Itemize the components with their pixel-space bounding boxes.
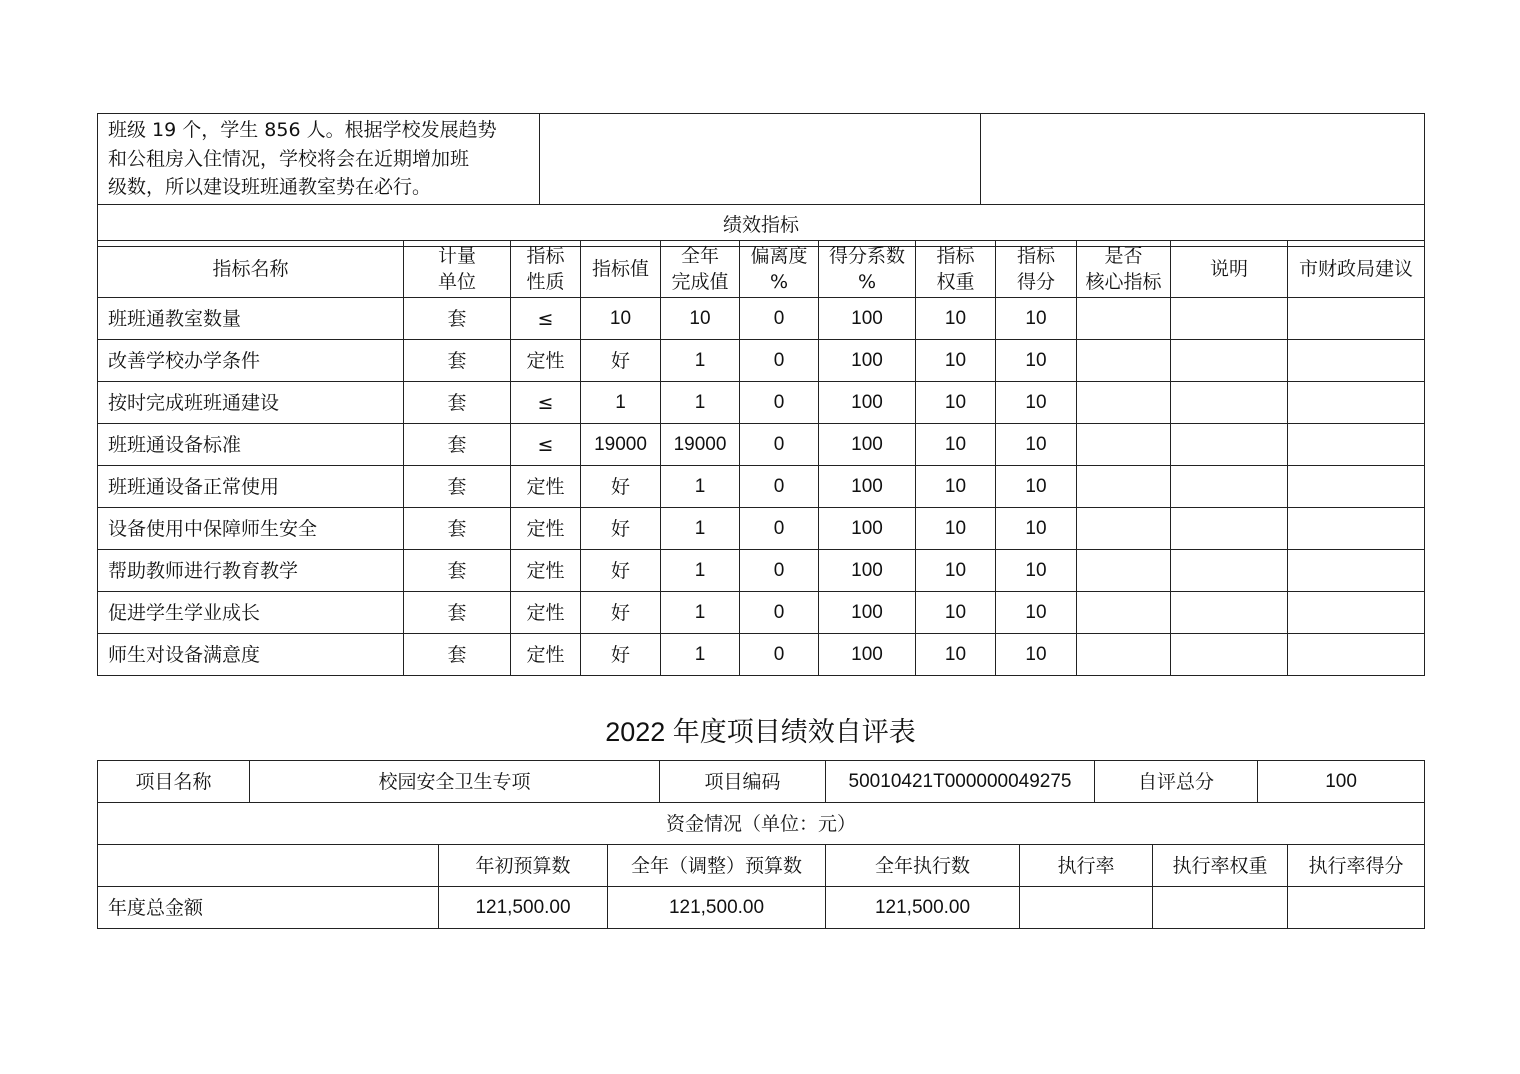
indicator-finance-advice xyxy=(1288,424,1425,466)
indicator-target: 好 xyxy=(581,340,661,382)
header-line-1: 是否 xyxy=(1104,245,1143,267)
indicator-coef: 100 xyxy=(819,466,916,508)
indicator-is-core xyxy=(1077,424,1171,466)
indicator-deviation: 0 xyxy=(740,592,819,634)
indicator-target: 10 xyxy=(581,298,661,340)
indicator-is-core xyxy=(1077,508,1171,550)
intro-line-1: 班级 19 个，学生 856 人。根据学校发展趋势 xyxy=(108,119,497,141)
evaluation-title: 2022 年度项目绩效自评表 xyxy=(605,717,916,747)
total-score-value: 100 xyxy=(1258,761,1425,803)
performance-header-cell xyxy=(819,241,916,298)
funds-adjusted-budget: 121,500.00 xyxy=(608,887,826,929)
header-line-1: 偏离度 xyxy=(750,245,808,267)
table-row xyxy=(98,298,1425,340)
funds-executed: 121,500.00 xyxy=(826,887,1020,929)
header-line-1: 全年 xyxy=(680,245,719,267)
indicator-target: 好 xyxy=(581,508,661,550)
indicator-nature: 定性 xyxy=(511,508,581,550)
performance-header-row xyxy=(98,241,1425,298)
funds-rate-score xyxy=(1288,887,1425,929)
intro-text-cell xyxy=(98,114,540,205)
indicator-is-core xyxy=(1077,634,1171,676)
header-line-2: 得分 xyxy=(1016,271,1055,293)
header-line-2: 性质 xyxy=(526,271,565,293)
indicator-score: 10 xyxy=(996,634,1077,676)
indicator-nature: 定性 xyxy=(511,466,581,508)
intro-empty-cell xyxy=(981,114,1425,205)
indicator-is-core xyxy=(1077,340,1171,382)
indicator-finance-advice xyxy=(1288,466,1425,508)
indicator-nature: 定性 xyxy=(511,340,581,382)
performance-header-cell xyxy=(1077,241,1171,298)
indicator-unit: 套 xyxy=(404,382,511,424)
indicator-coef: 100 xyxy=(819,592,916,634)
header-line-1: 得分系数 xyxy=(828,245,905,267)
indicator-nature: 定性 xyxy=(511,550,581,592)
funds-rate-weight xyxy=(1153,887,1288,929)
indicator-coef: 100 xyxy=(819,508,916,550)
indicator-finance-advice xyxy=(1288,508,1425,550)
funds-header-adjusted-budget: 全年（调整）预算数 xyxy=(608,845,826,887)
indicator-nature: ≤ xyxy=(511,424,581,466)
header-line-1: 市财政局建议 xyxy=(1298,258,1413,280)
indicator-nature: 定性 xyxy=(511,634,581,676)
indicator-deviation: 0 xyxy=(740,550,819,592)
indicator-actual: 1 xyxy=(661,508,740,550)
funds-header-blank xyxy=(98,845,439,887)
performance-table xyxy=(97,240,1425,676)
indicator-is-core xyxy=(1077,382,1171,424)
header-line-2: % xyxy=(857,271,877,293)
indicator-deviation: 0 xyxy=(740,424,819,466)
funds-header-executed: 全年执行数 xyxy=(826,845,1020,887)
indicator-unit: 套 xyxy=(404,466,511,508)
project-name-value: 校园安全卫生专项 xyxy=(250,761,660,803)
indicator-deviation: 0 xyxy=(740,382,819,424)
performance-header-cell xyxy=(1171,241,1288,298)
total-score-label: 自评总分 xyxy=(1095,761,1258,803)
indicator-weight: 10 xyxy=(916,382,996,424)
table-row xyxy=(98,634,1425,676)
indicator-deviation: 0 xyxy=(740,634,819,676)
funds-rate xyxy=(1020,887,1153,929)
indicator-coef: 100 xyxy=(819,298,916,340)
indicator-finance-advice xyxy=(1288,382,1425,424)
project-code-label: 项目编码 xyxy=(660,761,826,803)
indicator-target: 1 xyxy=(581,382,661,424)
indicator-coef: 100 xyxy=(819,382,916,424)
funds-header-rate-weight: 执行率权重 xyxy=(1153,845,1288,887)
header-line-1: 指标 xyxy=(526,245,565,267)
indicator-deviation: 0 xyxy=(740,508,819,550)
indicator-is-core xyxy=(1077,298,1171,340)
table-row xyxy=(98,508,1425,550)
table-row xyxy=(98,592,1425,634)
indicator-score: 10 xyxy=(996,550,1077,592)
indicator-remark xyxy=(1171,592,1288,634)
header-line-1: 指标名称 xyxy=(212,258,289,280)
funds-row-label: 年度总金额 xyxy=(98,887,439,929)
indicator-remark xyxy=(1171,298,1288,340)
indicator-coef: 100 xyxy=(819,424,916,466)
indicator-actual: 19000 xyxy=(661,424,740,466)
indicator-score: 10 xyxy=(996,340,1077,382)
indicator-target: 好 xyxy=(581,550,661,592)
indicator-name: 促进学生学业成长 xyxy=(98,592,404,634)
header-line-1: 指标 xyxy=(1016,245,1055,267)
indicator-deviation: 0 xyxy=(740,298,819,340)
performance-header-cell xyxy=(404,241,511,298)
indicator-score: 10 xyxy=(996,298,1077,340)
indicator-weight: 10 xyxy=(916,508,996,550)
performance-header-cell xyxy=(661,241,740,298)
indicator-deviation: 0 xyxy=(740,340,819,382)
indicator-name: 班班通设备正常使用 xyxy=(98,466,404,508)
indicator-actual: 1 xyxy=(661,382,740,424)
indicator-remark xyxy=(1171,424,1288,466)
intro-table xyxy=(97,113,1425,247)
table-row xyxy=(98,550,1425,592)
indicator-name: 班班通设备标准 xyxy=(98,424,404,466)
indicator-unit: 套 xyxy=(404,424,511,466)
indicator-name: 班班通教室数量 xyxy=(98,298,404,340)
performance-section-title: 绩效指标 xyxy=(98,204,1425,246)
indicator-nature: ≤ xyxy=(511,298,581,340)
header-line-1: 说明 xyxy=(1209,258,1248,280)
indicator-actual: 1 xyxy=(661,340,740,382)
indicator-finance-advice xyxy=(1288,634,1425,676)
indicator-target: 19000 xyxy=(581,424,661,466)
indicator-score: 10 xyxy=(996,424,1077,466)
header-line-2: % xyxy=(769,271,789,293)
performance-header-cell xyxy=(996,241,1077,298)
indicator-name: 设备使用中保障师生安全 xyxy=(98,508,404,550)
indicator-remark xyxy=(1171,550,1288,592)
header-line-2: 核心指标 xyxy=(1085,271,1162,293)
indicator-remark xyxy=(1171,340,1288,382)
performance-header-cell xyxy=(581,241,661,298)
indicator-remark xyxy=(1171,508,1288,550)
intro-line-3: 级数，所以建设班班通教室势在必行。 xyxy=(108,176,432,198)
header-line-1: 指标 xyxy=(936,245,975,267)
indicator-weight: 10 xyxy=(916,424,996,466)
indicator-weight: 10 xyxy=(916,634,996,676)
indicator-remark xyxy=(1171,466,1288,508)
performance-header-cell xyxy=(740,241,819,298)
indicator-finance-advice xyxy=(1288,340,1425,382)
indicator-name: 改善学校办学条件 xyxy=(98,340,404,382)
indicator-name: 按时完成班班通建设 xyxy=(98,382,404,424)
indicator-finance-advice xyxy=(1288,592,1425,634)
indicator-coef: 100 xyxy=(819,550,916,592)
indicator-is-core xyxy=(1077,592,1171,634)
indicator-finance-advice xyxy=(1288,550,1425,592)
table-row xyxy=(98,466,1425,508)
funds-header-initial-budget: 年初预算数 xyxy=(439,845,608,887)
table-row xyxy=(98,424,1425,466)
indicator-actual: 1 xyxy=(661,466,740,508)
header-line-2: 单位 xyxy=(437,271,476,293)
indicator-target: 好 xyxy=(581,634,661,676)
table-row xyxy=(98,382,1425,424)
indicator-weight: 10 xyxy=(916,592,996,634)
project-code-value: 50010421T000000049275 xyxy=(826,761,1095,803)
indicator-name: 帮助教师进行教育教学 xyxy=(98,550,404,592)
indicator-target: 好 xyxy=(581,592,661,634)
indicator-score: 10 xyxy=(996,508,1077,550)
indicator-remark xyxy=(1171,382,1288,424)
indicator-actual: 1 xyxy=(661,592,740,634)
funds-initial-budget: 121,500.00 xyxy=(439,887,608,929)
indicator-nature: ≤ xyxy=(511,382,581,424)
indicator-unit: 套 xyxy=(404,592,511,634)
indicator-coef: 100 xyxy=(819,340,916,382)
indicator-deviation: 0 xyxy=(740,466,819,508)
evaluation-table xyxy=(97,760,1425,929)
indicator-actual: 1 xyxy=(661,550,740,592)
funds-section-title: 资金情况（单位：元） xyxy=(98,803,1425,845)
indicator-unit: 套 xyxy=(404,340,511,382)
indicator-is-core xyxy=(1077,466,1171,508)
indicator-actual: 1 xyxy=(661,634,740,676)
funds-header-rate-score: 执行率得分 xyxy=(1288,845,1425,887)
table-row xyxy=(98,340,1425,382)
indicator-score: 10 xyxy=(996,466,1077,508)
indicator-name: 师生对设备满意度 xyxy=(98,634,404,676)
indicator-unit: 套 xyxy=(404,508,511,550)
indicator-unit: 套 xyxy=(404,298,511,340)
performance-header-cell xyxy=(98,241,404,298)
indicator-remark xyxy=(1171,634,1288,676)
indicator-weight: 10 xyxy=(916,340,996,382)
indicator-score: 10 xyxy=(996,592,1077,634)
indicator-score: 10 xyxy=(996,382,1077,424)
funds-header-rate: 执行率 xyxy=(1020,845,1153,887)
header-line-1: 计量 xyxy=(437,245,476,267)
indicator-is-core xyxy=(1077,550,1171,592)
indicator-nature: 定性 xyxy=(511,592,581,634)
indicator-target: 好 xyxy=(581,466,661,508)
indicator-coef: 100 xyxy=(819,634,916,676)
indicator-finance-advice xyxy=(1288,298,1425,340)
intro-line-2: 和公租房入住情况，学校将会在近期增加班 xyxy=(108,147,470,170)
indicator-weight: 10 xyxy=(916,550,996,592)
performance-header-cell xyxy=(511,241,581,298)
indicator-unit: 套 xyxy=(404,634,511,676)
indicator-weight: 10 xyxy=(916,298,996,340)
indicator-actual: 10 xyxy=(661,298,740,340)
performance-header-cell xyxy=(916,241,996,298)
project-name-label: 项目名称 xyxy=(98,761,250,803)
indicator-weight: 10 xyxy=(916,466,996,508)
intro-empty-cell xyxy=(540,114,981,205)
header-line-2: 完成值 xyxy=(671,271,729,293)
header-line-2: 权重 xyxy=(936,271,975,293)
performance-header-cell xyxy=(1288,241,1425,298)
header-line-1: 指标值 xyxy=(591,258,649,280)
indicator-unit: 套 xyxy=(404,550,511,592)
